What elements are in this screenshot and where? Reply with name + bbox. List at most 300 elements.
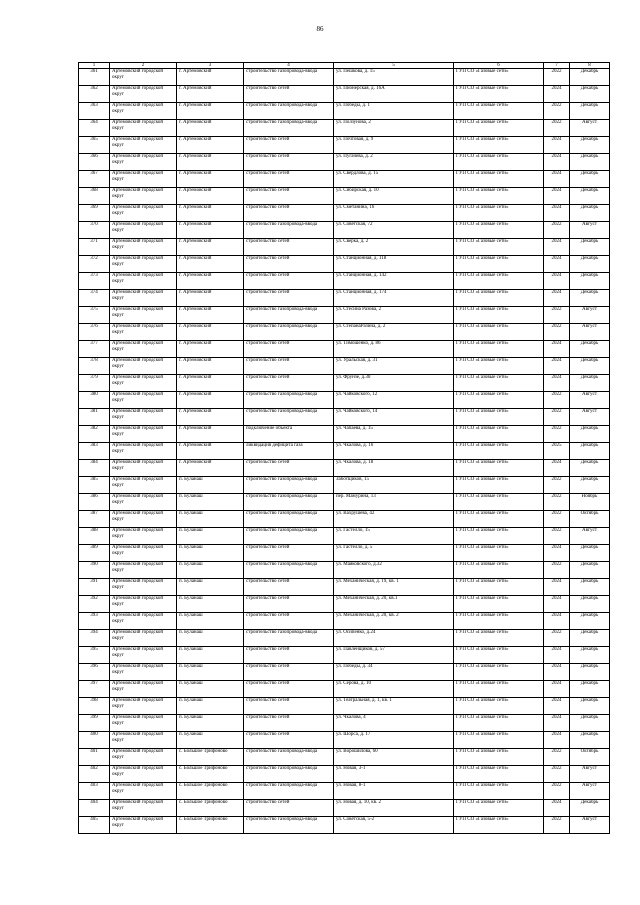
work-type-cell: подключение объекта — [244, 426, 334, 443]
month-cell: Декабрь — [570, 630, 610, 647]
address-cell: ул. Стесина Разова, 2 — [334, 307, 454, 324]
executor-cell: ГУП СО «Газовые сети» — [454, 562, 544, 579]
address-cell: ул. Осипенко, д.24 — [334, 630, 454, 647]
municipality-cell: Артемовский городской округ — [110, 171, 177, 188]
year-cell: 2024 — [544, 647, 570, 664]
year-cell: 2024 — [544, 800, 570, 817]
settlement-cell: п. Буланаш — [177, 545, 244, 562]
settlement-cell: п. Буланаш — [177, 579, 244, 596]
row-number-cell: 370 — [79, 222, 110, 239]
month-cell: Декабрь — [570, 103, 610, 120]
settlement-cell: п. Буланаш — [177, 715, 244, 732]
work-type-cell: строительство газопровода-ввода — [244, 392, 334, 409]
executor-cell: ГУП СО «Газовые сети» — [454, 222, 544, 239]
work-type-cell: строительство сетей — [244, 800, 334, 817]
executor-cell: ГУП СО «Газовые сети» — [454, 477, 544, 494]
year-cell: 2024 — [544, 715, 570, 732]
row-number-cell: 405 — [79, 817, 110, 834]
year-cell: 2022 — [544, 392, 570, 409]
row-number-cell: 373 — [79, 273, 110, 290]
row-number-cell: 401 — [79, 749, 110, 766]
settlement-cell: п. Буланаш — [177, 494, 244, 511]
executor-cell: ГУП СО «Газовые сети» — [454, 800, 544, 817]
address-cell: ул. Чапаева, д. 15 — [334, 426, 454, 443]
month-cell: Декабрь — [570, 137, 610, 154]
work-type-cell: строительство сетей — [244, 664, 334, 681]
row-number-cell: 382 — [79, 426, 110, 443]
address-cell: ул. Фрунзе, д.30 — [334, 375, 454, 392]
municipality-cell: Артемовский городской округ — [110, 460, 177, 477]
municipality-cell: Артемовский городской округ — [110, 205, 177, 222]
municipality-cell: Артемовский городской округ — [110, 375, 177, 392]
row-number-cell: 394 — [79, 630, 110, 647]
municipality-cell: Артемовский городской округ — [110, 732, 177, 749]
table-row — [79, 273, 610, 290]
table-row — [79, 307, 610, 324]
table-row — [79, 341, 610, 358]
address-cell: ул. Свердлова, д. 15 — [334, 171, 454, 188]
column-header: 7 — [544, 63, 570, 69]
row-number-cell: 367 — [79, 171, 110, 188]
work-type-cell: строительство газопровода-ввода — [244, 817, 334, 834]
work-type-cell: строительство газопровода-ввода — [244, 630, 334, 647]
executor-cell: ГУП СО «Газовые сети» — [454, 154, 544, 171]
year-cell: 2022 — [544, 426, 570, 443]
table-row — [79, 579, 610, 596]
row-number-cell: 388 — [79, 528, 110, 545]
municipality-cell: Артемовский городской округ — [110, 103, 177, 120]
month-cell: Декабрь — [570, 171, 610, 188]
column-header: 4 — [244, 63, 334, 69]
table-row — [79, 817, 610, 834]
address-cell: ул. Маяковского, д.32 — [334, 562, 454, 579]
work-type-cell: строительство сетей — [244, 647, 334, 664]
executor-cell: ГУП СО «Газовые сети» — [454, 698, 544, 715]
table-row — [79, 528, 610, 545]
executor-cell: ГУП СО «Газовые сети» — [454, 375, 544, 392]
executor-cell: ГУП СО «Газовые сети» — [454, 511, 544, 528]
executor-cell: ГУП СО «Газовые сети» — [454, 392, 544, 409]
settlement-cell: п. Буланаш — [177, 732, 244, 749]
work-type-cell: строительство сетей — [244, 460, 334, 477]
settlement-cell: г. Артемовский — [177, 154, 244, 171]
year-cell: 2022 — [544, 477, 570, 494]
settlement-cell: г. Артемовский — [177, 205, 244, 222]
executor-cell: ГУП СО «Газовые сети» — [454, 358, 544, 375]
executor-cell: ГУП СО «Газовые сети» — [454, 664, 544, 681]
work-type-cell: строительство сетей — [244, 545, 334, 562]
month-cell: Декабрь — [570, 426, 610, 443]
month-cell: Август — [570, 783, 610, 800]
settlement-cell: г. Артемовский — [177, 375, 244, 392]
work-type-cell: строительство сетей — [244, 341, 334, 358]
municipality-cell: Артемовский городской округ — [110, 698, 177, 715]
work-type-cell: строительство газопровода-ввода — [244, 477, 334, 494]
municipality-cell: Артемовский городской округ — [110, 715, 177, 732]
address-cell: ул. Механическая, д. 19, кв. 1 — [334, 579, 454, 596]
executor-cell: ГУП СО «Газовые сети» — [454, 732, 544, 749]
settlement-cell: п. Буланаш — [177, 698, 244, 715]
municipality-cell: Артемовский городской округ — [110, 239, 177, 256]
table-row — [79, 426, 610, 443]
address-cell: ул. Механическая, д. 20, кв.1 — [334, 596, 454, 613]
address-cell: ул. Механическая, д. 20, кв. 2 — [334, 613, 454, 630]
municipality-cell: Артемовский городской округ — [110, 324, 177, 341]
row-number-cell: 393 — [79, 613, 110, 630]
work-type-cell: строительство газопровода-ввода — [244, 528, 334, 545]
month-cell: Ноябрь — [570, 494, 610, 511]
month-cell: Декабрь — [570, 681, 610, 698]
table-row — [79, 698, 610, 715]
settlement-cell: г. Артемовский — [177, 307, 244, 324]
table-row — [79, 511, 610, 528]
year-cell: 2025 — [544, 443, 570, 460]
table-row — [79, 749, 610, 766]
month-cell: Декабрь — [570, 443, 610, 460]
table-row — [79, 358, 610, 375]
column-header: 6 — [454, 63, 544, 69]
work-type-cell: строительство сетей — [244, 86, 334, 103]
address-cell: ул. Ползунова, 2 — [334, 120, 454, 137]
municipality-cell: Артемовский городской округ — [110, 358, 177, 375]
settlement-cell: г. Артемовский — [177, 239, 244, 256]
year-cell: 2022 — [544, 494, 570, 511]
table-row — [79, 103, 610, 120]
gas-objects-table — [78, 62, 610, 834]
municipality-cell: Артемовский городской округ — [110, 188, 177, 205]
year-cell: 2024 — [544, 86, 570, 103]
address-cell: ул. Чайковского, 12 — [334, 392, 454, 409]
executor-cell: ГУП СО «Газовые сети» — [454, 579, 544, 596]
executor-cell: ГУП СО «Газовые сети» — [454, 324, 544, 341]
address-cell: ул. Почтовая, д. 9 — [334, 137, 454, 154]
address-cell: ул. Шорса, д. 17 — [334, 732, 454, 749]
address-cell: ул. Станционная, д. 118 — [334, 256, 454, 273]
work-type-cell: строительство сетей — [244, 171, 334, 188]
year-cell: 2022 — [544, 307, 570, 324]
month-cell: Август — [570, 766, 610, 783]
work-type-cell: строительство сетей — [244, 137, 334, 154]
executor-cell: ГУП СО «Газовые сети» — [454, 341, 544, 358]
table-row — [79, 715, 610, 732]
table-row — [79, 800, 610, 817]
month-cell: Декабрь — [570, 239, 610, 256]
municipality-cell: Артемовский городской округ — [110, 783, 177, 800]
month-cell: Декабрь — [570, 290, 610, 307]
settlement-cell: г. Артемовский — [177, 222, 244, 239]
year-cell: 2022 — [544, 324, 570, 341]
row-number-cell: 384 — [79, 460, 110, 477]
year-cell: 2022 — [544, 749, 570, 766]
executor-cell: ГУП СО «Газовые сети» — [454, 647, 544, 664]
executor-cell: ГУП СО «Газовые сети» — [454, 783, 544, 800]
municipality-cell: Артемовский городской округ — [110, 154, 177, 171]
settlement-cell: г. Артемовский — [177, 341, 244, 358]
municipality-cell: Артемовский городской округ — [110, 528, 177, 545]
month-cell: Декабрь — [570, 698, 610, 715]
month-cell: Август — [570, 324, 610, 341]
address-cell: ул. Гастелло, д. 5 — [334, 545, 454, 562]
executor-cell: ГУП СО «Газовые сети» — [454, 494, 544, 511]
executor-cell: ГУП СО «Газовые сети» — [454, 256, 544, 273]
year-cell: 2024 — [544, 171, 570, 188]
year-cell: 2024 — [544, 698, 570, 715]
table-row — [79, 545, 610, 562]
work-type-cell: строительство сетей — [244, 579, 334, 596]
work-type-cell: строительство газопровода-ввода — [244, 749, 334, 766]
row-number-cell: 383 — [79, 443, 110, 460]
executor-cell: ГУП СО «Газовые сети» — [454, 545, 544, 562]
year-cell: 2024 — [544, 239, 570, 256]
municipality-cell: Артемовский городской округ — [110, 647, 177, 664]
settlement-cell: г. Артемовский — [177, 273, 244, 290]
table-row — [79, 647, 610, 664]
row-number-cell: 400 — [79, 732, 110, 749]
year-cell: 2022 — [544, 222, 570, 239]
settlement-cell: с. Большое Трифоново — [177, 800, 244, 817]
municipality-cell: Артемовский городской округ — [110, 630, 177, 647]
month-cell: Декабрь — [570, 205, 610, 222]
month-cell: Декабрь — [570, 69, 610, 86]
year-cell: 2024 — [544, 613, 570, 630]
month-cell: Декабрь — [570, 460, 610, 477]
settlement-cell: с. Большое Трифоново — [177, 817, 244, 834]
address-cell: пер. Мамурина, 13 — [334, 494, 454, 511]
table-row — [79, 443, 610, 460]
address-cell: ул. Победы, д. 34 — [334, 664, 454, 681]
address-cell: ул. Павленщиков, д. 57 — [334, 647, 454, 664]
year-cell: 2024 — [544, 256, 570, 273]
settlement-cell: г. Артемовский — [177, 290, 244, 307]
month-cell: Декабрь — [570, 86, 610, 103]
settlement-cell: с. Большое Трифоново — [177, 766, 244, 783]
address-cell: ул. Победы, д. 1 — [334, 103, 454, 120]
settlement-cell: п. Буланаш — [177, 477, 244, 494]
work-type-cell: строительство газопровода-ввода — [244, 69, 334, 86]
column-header: 1 — [79, 63, 110, 69]
executor-cell: ГУП СО «Газовые сети» — [454, 596, 544, 613]
page-number: 86 — [316, 25, 324, 33]
work-type-cell: строительство газопровода-ввода — [244, 783, 334, 800]
table-row — [79, 613, 610, 630]
year-cell: 2022 — [544, 511, 570, 528]
row-number-cell: 390 — [79, 562, 110, 579]
row-number-cell: 366 — [79, 154, 110, 171]
municipality-cell: Артемовский городской округ — [110, 494, 177, 511]
work-type-cell: строительство сетей — [244, 290, 334, 307]
month-cell: Декабрь — [570, 154, 610, 171]
executor-cell: ГУП СО «Газовые сети» — [454, 817, 544, 834]
month-cell: Декабрь — [570, 273, 610, 290]
municipality-cell: Артемовский городской округ — [110, 69, 177, 86]
row-number-cell: 363 — [79, 103, 110, 120]
year-cell: 2024 — [544, 545, 570, 562]
table-row — [79, 86, 610, 103]
municipality-cell: Артемовский городской округ — [110, 511, 177, 528]
municipality-cell: Артемовский городской округ — [110, 86, 177, 103]
executor-cell: ГУП СО «Газовые сети» — [454, 290, 544, 307]
column-header: 8 — [570, 63, 610, 69]
work-type-cell: строительство сетей — [244, 613, 334, 630]
row-number-cell: 362 — [79, 86, 110, 103]
address-cell: ул. Станционная, д. 174 — [334, 290, 454, 307]
table-row — [79, 630, 610, 647]
table-row — [79, 477, 610, 494]
address-cell: ул. Тимошенко, д. 86 — [334, 341, 454, 358]
address-cell: ул. Чкалова, д. 16 — [334, 443, 454, 460]
column-header: 2 — [110, 63, 177, 69]
row-number-cell: 381 — [79, 409, 110, 426]
work-type-cell: строительство сетей — [244, 188, 334, 205]
settlement-cell: г. Артемовский — [177, 358, 244, 375]
row-number-cell: 404 — [79, 800, 110, 817]
year-cell: 2022 — [544, 630, 570, 647]
address-cell: ул. Чкалова, д. 18 — [334, 460, 454, 477]
municipality-cell: Артемовский городской округ — [110, 562, 177, 579]
month-cell: Август — [570, 307, 610, 324]
address-cell: ул. Сибирская, д. 10 — [334, 188, 454, 205]
executor-cell: ГУП СО «Газовые сети» — [454, 613, 544, 630]
work-type-cell: строительство сетей — [244, 732, 334, 749]
settlement-cell: с. Большое Трифоново — [177, 783, 244, 800]
month-cell: Декабрь — [570, 596, 610, 613]
municipality-cell: Артемовский городской округ — [110, 766, 177, 783]
address-cell: ул. Гастелло, 15 — [334, 528, 454, 545]
settlement-cell: п. Буланаш — [177, 562, 244, 579]
executor-cell: ГУП СО «Газовые сети» — [454, 630, 544, 647]
month-cell: Август — [570, 409, 610, 426]
table-row — [79, 562, 610, 579]
month-cell: Август — [570, 120, 610, 137]
year-cell: 2024 — [544, 273, 570, 290]
settlement-cell: с. Большое Трифоново — [177, 749, 244, 766]
month-cell: Декабрь — [570, 800, 610, 817]
settlement-cell: г. Артемовский — [177, 137, 244, 154]
row-number-cell: 397 — [79, 681, 110, 698]
row-number-cell: 372 — [79, 256, 110, 273]
year-cell: 2022 — [544, 409, 570, 426]
table-row — [79, 154, 610, 171]
table-row — [79, 239, 610, 256]
row-number-cell: 374 — [79, 290, 110, 307]
row-number-cell: 396 — [79, 664, 110, 681]
month-cell: Август — [570, 392, 610, 409]
year-cell: 2022 — [544, 120, 570, 137]
table-row — [79, 222, 610, 239]
work-type-cell: строительство сетей — [244, 256, 334, 273]
table-body — [79, 69, 610, 834]
month-cell: Октябрь — [570, 749, 610, 766]
row-number-cell: 386 — [79, 494, 110, 511]
year-cell: 2024 — [544, 358, 570, 375]
row-number-cell: 376 — [79, 324, 110, 341]
year-cell: 2022 — [544, 562, 570, 579]
executor-cell: ГУП СО «Газовые сети» — [454, 273, 544, 290]
table-row — [79, 409, 610, 426]
month-cell: Август — [570, 222, 610, 239]
address-cell: ул. Чайковского, 14 — [334, 409, 454, 426]
month-cell: Декабрь — [570, 732, 610, 749]
municipality-cell: Артемовский городской округ — [110, 681, 177, 698]
row-number-cell: 398 — [79, 698, 110, 715]
row-number-cell: 402 — [79, 766, 110, 783]
work-type-cell: строительство газопровода-ввода — [244, 103, 334, 120]
year-cell: 2022 — [544, 766, 570, 783]
address-cell: ул. Новая, 3-1 — [334, 766, 454, 783]
municipality-cell: Артемовский городской округ — [110, 392, 177, 409]
month-cell: Декабрь — [570, 477, 610, 494]
work-type-cell: строительство газопровода-ввода — [244, 409, 334, 426]
month-cell: Октябрь — [570, 511, 610, 528]
row-number-cell: 371 — [79, 239, 110, 256]
work-type-cell: строительство сетей — [244, 681, 334, 698]
municipality-cell: Артемовский городской округ — [110, 800, 177, 817]
month-cell: Декабрь — [570, 545, 610, 562]
executor-cell: ГУП СО «Газовые сети» — [454, 749, 544, 766]
executor-cell: ГУП СО «Газовые сети» — [454, 307, 544, 324]
table-row — [79, 256, 610, 273]
row-number-cell: 378 — [79, 358, 110, 375]
settlement-cell: г. Артемовский — [177, 392, 244, 409]
address-cell: ул. СтепанаРазина, д. 2 — [334, 324, 454, 341]
work-type-cell: строительство сетей — [244, 239, 334, 256]
month-cell: Декабрь — [570, 562, 610, 579]
row-number-cell: 369 — [79, 205, 110, 222]
row-number-cell: 387 — [79, 511, 110, 528]
row-number-cell: 368 — [79, 188, 110, 205]
work-type-cell: строительство сетей — [244, 698, 334, 715]
work-type-cell: строительство газопровода-ввода — [244, 222, 334, 239]
row-number-cell: 365 — [79, 137, 110, 154]
municipality-cell: Артемовский городской округ — [110, 307, 177, 324]
table-row — [79, 732, 610, 749]
column-header: 5 — [334, 63, 454, 69]
municipality-cell: Артемовский городской округ — [110, 290, 177, 307]
table-row — [79, 783, 610, 800]
month-cell: Август — [570, 528, 610, 545]
row-number-cell: 395 — [79, 647, 110, 664]
month-cell: Декабрь — [570, 715, 610, 732]
address-cell: ул. Сверка, д. 2 — [334, 239, 454, 256]
settlement-cell: г. Артемовский — [177, 256, 244, 273]
table-row — [79, 324, 610, 341]
municipality-cell: Артемовский городской округ — [110, 341, 177, 358]
municipality-cell: Артемовский городской округ — [110, 596, 177, 613]
table-row — [79, 664, 610, 681]
municipality-cell: Артемовский городской округ — [110, 137, 177, 154]
year-cell: 2024 — [544, 205, 570, 222]
month-cell: Декабрь — [570, 256, 610, 273]
address-cell: ул. Станционная, д. 142 — [334, 273, 454, 290]
year-cell: 2022 — [544, 817, 570, 834]
work-type-cell: строительство газопровода-ввода — [244, 307, 334, 324]
address-cell: ул. Серова, д. 10 — [334, 681, 454, 698]
month-cell: Декабрь — [570, 664, 610, 681]
settlement-cell: п. Буланаш — [177, 681, 244, 698]
work-type-cell: строительство газопровода-ввода — [244, 324, 334, 341]
municipality-cell: Артемовский городской округ — [110, 477, 177, 494]
municipality-cell: Артемовский городской округ — [110, 817, 177, 834]
executor-cell: ГУП СО «Газовые сети» — [454, 409, 544, 426]
year-cell: 2022 — [544, 103, 570, 120]
month-cell: Декабрь — [570, 341, 610, 358]
row-number-cell: 385 — [79, 477, 110, 494]
work-type-cell: строительство газопровода-ввода — [244, 511, 334, 528]
table-row — [79, 681, 610, 698]
executor-cell: ГУП СО «Газовые сети» — [454, 239, 544, 256]
executor-cell: ГУП СО «Газовые сети» — [454, 443, 544, 460]
address-cell: ул. Новая, 8-1 — [334, 783, 454, 800]
